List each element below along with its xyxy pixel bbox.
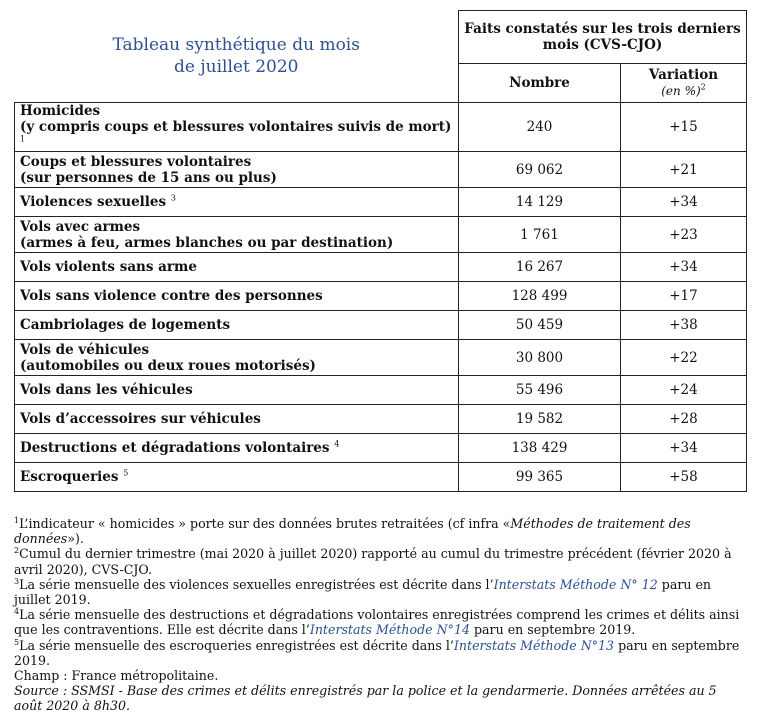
row-nombre: 16 267 (459, 253, 621, 282)
row-variation: +34 (621, 188, 747, 217)
source-note: Source : SSMSI - Base des crimes et délits enregistrés par la police et la gendarmerie. Données arrêtées au 5 août 2020 à 8h30. (14, 683, 717, 714)
row-label: Violences sexuelles $^3$ (15, 188, 459, 217)
footnote-1: $^1$L’indicateur « homicides » porte sur des données brutes retraitées (cf infra «Méthodes de traitement des données»). (14, 515, 691, 547)
table-row (15, 152, 747, 188)
footnote-4: $^4$La série mensuelle des destructions et dégradations volontaires enregistrées comprend les crimes et délits ainsi que les contraventions. Elle est décrite dans l’Interstats Méthode N°14 paru en septembre 2019. (14, 607, 740, 638)
header-variation-label: Variation (648, 67, 719, 83)
row-label: Destructions et dégradations volontaires $^4$ (15, 434, 459, 463)
table-row (15, 217, 747, 253)
row-label: Vols de véhicules (automobiles ou deux roues motorisés) (15, 340, 459, 376)
table-row (15, 340, 747, 376)
row-variation: +23 (621, 217, 747, 253)
row-label: Vols avec armes (armes à feu, armes blanches ou par destination) (15, 217, 459, 253)
row-label: Vols dans les véhicules (15, 376, 459, 405)
row-label: Homicides (y compris coups et blessures volontaires suivis de mort) $^1$ (15, 103, 459, 152)
footnote-3: $^3$La série mensuelle des violences sexuelles enregistrées est décrite dans l’Interstats Méthode N° 12 paru en juillet 2019. (14, 576, 712, 608)
row-variation: +24 (621, 376, 747, 405)
row-variation: +28 (621, 405, 747, 434)
row-variation: +21 (621, 152, 747, 188)
row-nombre: 138 429 (459, 434, 621, 463)
table-row (15, 434, 747, 463)
row-nombre: 50 459 (459, 311, 621, 340)
row-nombre: 1 761 (459, 217, 621, 253)
row-variation: +34 (621, 434, 747, 463)
row-variation: +22 (621, 340, 747, 376)
row-label: Vols sans violence contre des personnes (15, 282, 459, 311)
summary-table-container (14, 10, 746, 492)
row-variation: +58 (621, 463, 747, 492)
champ-note: Champ : France métropolitaine. (14, 668, 219, 684)
footnote-5: $^5$La série mensuelle des escroqueries enregistrées est décrite dans l’Interstats Méthode N°13 paru en septembre 2019. (14, 637, 740, 668)
row-nombre: 19 582 (459, 405, 621, 434)
row-variation: +38 (621, 311, 747, 340)
table-title-line1: Tableau synthétique du mois (112, 35, 360, 56)
header-variation (621, 64, 747, 103)
row-nombre: 14 129 (459, 188, 621, 217)
row-nombre: 55 496 (459, 376, 621, 405)
row-nombre: 30 800 (459, 340, 621, 376)
row-nombre: 69 062 (459, 152, 621, 188)
row-variation: +15 (621, 103, 747, 152)
row-label: Vols violents sans arme (15, 253, 459, 282)
table-row (15, 282, 747, 311)
header-nombre: Nombre (459, 64, 621, 103)
row-label: Escroqueries $^5$ (15, 463, 459, 492)
table-row (15, 311, 747, 340)
header-variation-sup: 2 (700, 82, 706, 92)
table-title (15, 11, 459, 103)
row-variation: +17 (621, 282, 747, 311)
table-row (15, 405, 747, 434)
row-label: Coups et blessures volontaires (sur personnes de 15 ans ou plus) (15, 152, 459, 188)
table-row (15, 253, 747, 282)
table-row (15, 463, 747, 492)
footnote-2: $^2$Cumul du dernier trimestre (mai 2020 à juillet 2020) rapporté au cumul du trimestre précédent (février 2020 à avril 2020), CVS-CJO. (14, 546, 732, 577)
table-row (15, 103, 747, 152)
row-nombre: 240 (459, 103, 621, 152)
table-row (15, 188, 747, 217)
table-row (15, 376, 747, 405)
row-nombre: 128 499 (459, 282, 621, 311)
row-nombre: 99 365 (459, 463, 621, 492)
footnotes (14, 516, 746, 714)
header-variation-unit: (en %) (661, 84, 701, 98)
row-label: Vols d’accessoires sur véhicules (15, 405, 459, 434)
header-group: Faits constatés sur les trois derniers mois (CVS-CJO) (459, 11, 747, 64)
table-title-line2: de juillet 2020 (174, 57, 299, 78)
summary-table (14, 10, 747, 492)
row-variation: +34 (621, 253, 747, 282)
row-label: Cambriolages de logements (15, 311, 459, 340)
